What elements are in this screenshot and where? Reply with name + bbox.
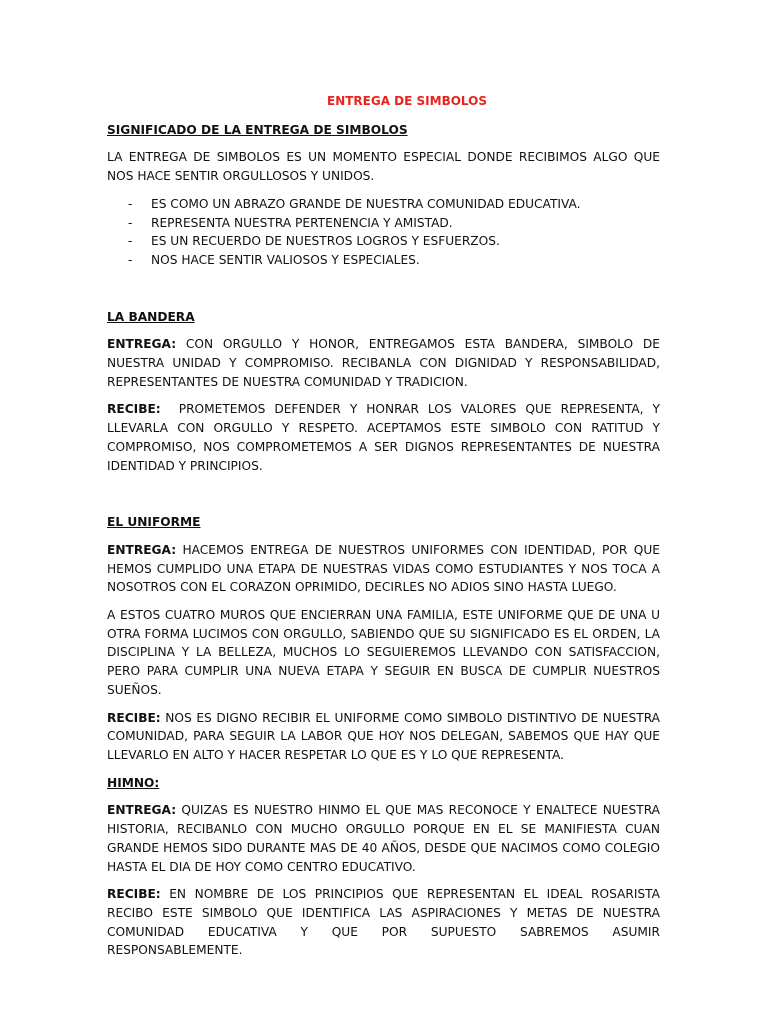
section-heading-bandera: LA BANDERA xyxy=(107,309,195,324)
bullet-dash: - xyxy=(128,215,133,230)
bandera-entrega-paragraph xyxy=(107,335,660,391)
entrega-label: ENTREGA: xyxy=(107,542,177,557)
recibe-label: RECIBE: xyxy=(107,887,161,902)
recibe-text: NOS ES DIGNO RECIBIR EL UNIFORME COMO SIMBOLO DISTINTIVO DE NUESTRA COMUNIDAD, PARA SEGUIR LA LABOR QUE HOY NOS DELEGAN, SABEMOS QUE HAY QUE LLEVARLO EN ALTO Y HACER RESPETAR LO QUE ES Y LO QUE REPRESENTA. xyxy=(107,710,661,762)
section-heading-uniforme: EL UNIFORME xyxy=(107,515,201,530)
entrega-label: ENTREGA: xyxy=(107,337,177,352)
uniforme-recibe-paragraph xyxy=(107,709,660,765)
bullet-dash: - xyxy=(128,252,133,267)
uniforme-entrega-paragraph xyxy=(107,541,660,597)
bandera-recibe-paragraph xyxy=(107,400,660,475)
entrega-label: ENTREGA: xyxy=(107,803,177,818)
list-item-text: NOS HACE SENTIR VALIOSOS Y ESPECIALES. xyxy=(151,252,420,267)
bullet-list xyxy=(107,195,660,270)
bullet-dash: - xyxy=(128,234,133,249)
entrega-text: QUIZAS ES NUESTRO HINMO EL QUE MAS RECONOCE Y ENALTECE NUESTRA HISTORIA, RECIBANLO CON MUCHO ORGULLO PORQUE EN EL SE MANIFIESTA CUAN GRANDE HEMOS SIDO DURANTE MAS DE 40 AÑOS, DESDE QUE NACIMOS COMO COLEGIO HASTA EL DIA DE HOY COMO CENTRO EDUCATIVO. xyxy=(107,803,661,874)
himno-entrega-paragraph xyxy=(107,801,660,876)
list-item-text: REPRESENTA NUESTRA PERTENENCIA Y AMISTAD. xyxy=(151,215,453,230)
list-item xyxy=(107,232,660,251)
section-heading-himno: HIMNO: xyxy=(107,775,160,790)
recibe-label: RECIBE: xyxy=(107,402,161,417)
list-item xyxy=(107,195,660,214)
uniforme-extra-paragraph: A ESTOS CUATRO MUROS QUE ENCIERRAN UNA FAMILIA, ESTE UNIFORME QUE DE UNA U OTRA FORMA LUCIMOS CON ORGULLO, SABIENDO QUE SU SIGNIFICADO ES EL ORDEN, LA DISCIPLINA Y LA BELLEZA, MUCHOS LO SEGUIEREMOS LLEVANDO CON SATISFACCION, PERO PARA CUMPLIR UNA NUEVA ETAPA Y SEGUIR EN BUSCA DE CUMPLIR NUESTROS SUEÑOS. xyxy=(107,608,660,697)
entrega-text: HACEMOS ENTREGA DE NUESTROS UNIFORMES CON IDENTIDAD, POR QUE HEMOS CUMPLIDO UNA ETAPA DE NUESTRAS VIDAS COMO ESTUDIANTES Y NOS TOCA A NOSOTROS CON EL CORAZON OPRIMIDO, DECIRLES NO ADIOS SINO HASTA LUEGO. xyxy=(107,542,661,595)
list-item xyxy=(107,214,660,233)
list-item-text: ES COMO UN ABRAZO GRANDE DE NUESTRA COMUNIDAD EDUCATIVA. xyxy=(151,196,581,211)
document-title: ENTREGA DE SIMBOLOS xyxy=(327,94,487,108)
himno-recibe-paragraph xyxy=(107,885,660,960)
spacer xyxy=(107,279,660,308)
recibe-text: PROMETEMOS DEFENDER Y HONRAR LOS VALORES QUE REPRESENTA, Y LLEVARLA CON ORGULLO Y RESPETO. ACEPTAMOS ESTE SIMBOLO CON RATITUD Y COMPROMISO, NOS COMPROMETEMOS A SER DIGNOS REPRESENTANTES DE NUESTRA IDENTIDAD Y PRINCIPIOS. xyxy=(107,402,661,473)
intro-paragraph: LA ENTREGA DE SIMBOLOS ES UN MOMENTO ESPECIAL DONDE RECIBIMOS ALGO QUE NOS HACE SENTIR ORGULLOSOS Y UNIDOS. xyxy=(107,150,660,184)
list-item-text: ES UN RECUERDO DE NUESTROS LOGROS Y ESFUERZOS. xyxy=(151,234,500,249)
list-item xyxy=(107,251,660,270)
recibe-text: EN NOMBRE DE LOS PRINCIPIOS QUE REPRESENTAN EL IDEAL ROSARISTA RECIBO ESTE SIMBOLO QUE IDENTIFICA LAS ASPIRACIONES Y METAS DE NUESTRA COMUNIDAD EDUCATIVA Y QUE POR SUPUESTO SABREMOS ASUMIR RESPONSABLEMENTE. xyxy=(107,887,661,958)
entrega-text: CON ORGULLO Y HONOR, ENTREGAMOS ESTA BANDERA, SIMBOLO DE NUESTRA UNIDAD Y COMPROMISO. RECIBANLA CON DIGNIDAD Y RESPONSABILIDAD, REPRESENTANTES DE NUESTRA COMUNIDAD Y TRADICION. xyxy=(107,337,660,389)
bullet-dash: - xyxy=(128,196,133,211)
spacer xyxy=(107,484,660,513)
section-heading-significado: SIGNIFICADO DE LA ENTREGA DE SIMBOLOS xyxy=(107,122,408,137)
recibe-label: RECIBE: xyxy=(107,710,161,725)
